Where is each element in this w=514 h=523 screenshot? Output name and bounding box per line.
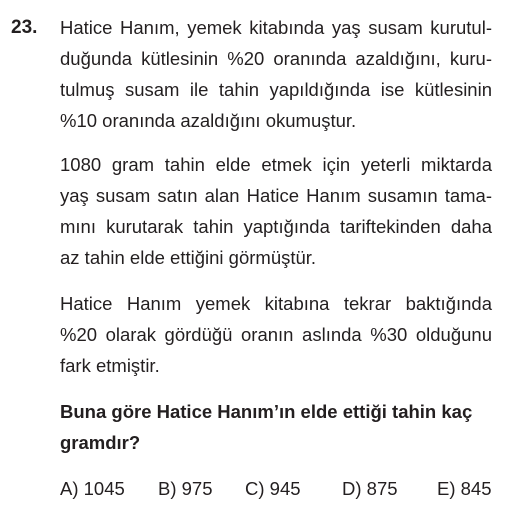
paragraph-1-line-4: %10 oranında azaldığını okumuştur. [60,110,357,131]
option-c[interactable]: C) 945 [245,478,301,499]
paragraph-3 [60,288,492,381]
paragraph-2-line-4: az tahin elde ettiğini görmüştür. [60,247,317,268]
paragraph-3-line-1: Hatice Hanım yemek kitabına tekrar baktığında [60,293,492,314]
question-number: 23. [11,17,38,38]
option-d[interactable]: D) 875 [342,478,398,499]
paragraph-1-line-3: tulmuş susam ile tahin yapıldığında ise kütlesinin [60,79,492,100]
paragraph-3-line-2: %20 olarak gördüğü oranın aslında %30 olduğunu [60,324,492,345]
paragraph-1-line-2: duğunda kütlesinin %20 oranında azaldığını, kuru- [60,48,492,69]
paragraph-2-line-3: mını kurutarak tahin yaptığında tariftekinden daha [60,216,492,237]
question-prompt [60,396,492,458]
question-prompt-line-1: Buna göre Hatice Hanım’ın elde ettiği tahin kaç [60,401,473,422]
option-b[interactable]: B) 975 [158,478,213,499]
option-e[interactable]: E) 845 [437,478,492,499]
paragraph-2-line-1: 1080 gram tahin elde etmek için yeterli miktarda [60,154,492,175]
question-prompt-line-2: gramdır? [60,432,141,453]
paragraph-1-line-1: Hatice Hanım, yemek kitabında yaş susam kurutul- [60,17,492,38]
answer-options [60,474,500,504]
paragraph-1 [60,12,492,136]
paragraph-3-line-3: fark etmiştir. [60,355,160,376]
option-a[interactable]: A) 1045 [60,478,125,499]
paragraph-2-line-2: yaş susam satın alan Hatice Hanım susamın tama- [60,185,492,206]
paragraph-2 [60,149,492,273]
